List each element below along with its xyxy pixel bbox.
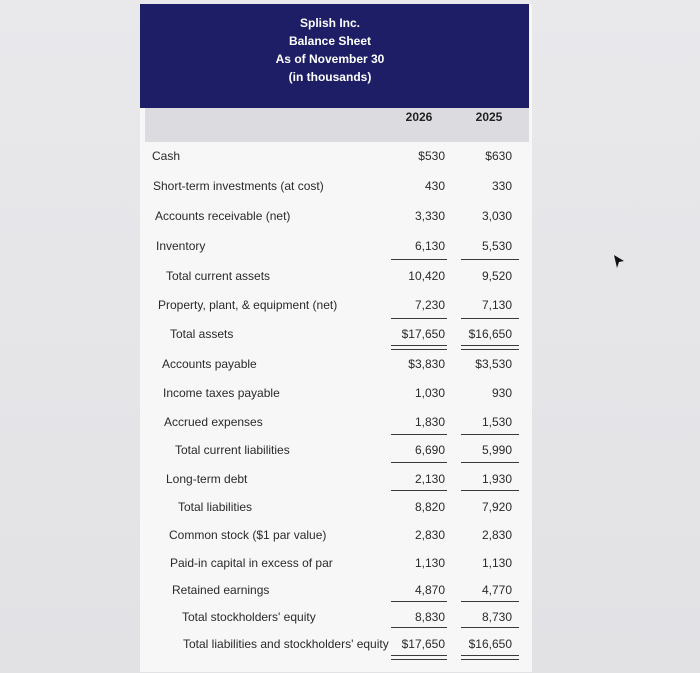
value-2025: $630 — [485, 149, 512, 163]
title-block — [140, 4, 529, 108]
double-underline — [391, 655, 447, 660]
value-2026: 10,420 — [408, 269, 445, 283]
value-2026: 430 — [424, 179, 445, 193]
value-2025: 5,530 — [481, 239, 512, 253]
row-label: Total current assets — [166, 269, 271, 283]
total-underline — [391, 318, 447, 319]
value-2025: $16,650 — [468, 637, 512, 651]
total-underline — [461, 627, 519, 628]
value-2025: 2,830 — [481, 528, 512, 542]
row-label: Accounts receivable (net) — [155, 209, 291, 223]
value-2026: 1,130 — [414, 556, 445, 570]
value-2025: 930 — [491, 386, 512, 400]
value-2026: 8,830 — [414, 610, 445, 624]
value-2025: 3,030 — [481, 209, 512, 223]
value-2026: 2,830 — [414, 528, 445, 542]
row-label: Common stock ($1 par value) — [169, 528, 327, 542]
row-label: Total current liabilities — [175, 443, 290, 457]
double-underline — [461, 345, 519, 350]
value-2026: 3,330 — [414, 209, 445, 223]
total-underline — [391, 627, 447, 628]
statement-date: As of November 30 — [275, 52, 385, 66]
row-label: Total liabilities and stockholders' equity — [183, 637, 389, 651]
total-underline — [391, 490, 447, 491]
total-underline — [461, 259, 519, 260]
company-name: Splish Inc. — [299, 16, 360, 30]
row-label: Short-term investments (at cost) — [153, 179, 324, 193]
value-2025: 4,770 — [481, 583, 512, 597]
value-2026: 6,130 — [414, 239, 445, 253]
statement-units: (in thousands) — [288, 70, 372, 84]
value-2026: 6,690 — [414, 443, 445, 457]
value-2025: 1,530 — [481, 415, 512, 429]
row-label: Retained earnings — [172, 583, 270, 597]
value-2026: $530 — [418, 149, 445, 163]
row-label: Inventory — [156, 239, 206, 253]
statement-name: Balance Sheet — [288, 34, 372, 48]
value-2025: $3,530 — [475, 357, 512, 371]
total-underline — [461, 434, 519, 435]
total-underline — [391, 462, 447, 463]
total-underline — [391, 259, 447, 260]
value-2025: 9,520 — [481, 269, 512, 283]
row-label: Income taxes payable — [163, 386, 280, 400]
row-label: Property, plant, & equipment (net) — [158, 298, 338, 312]
value-2025: $16,650 — [468, 327, 512, 341]
row-label: Total assets — [170, 327, 234, 341]
value-2026: 1,830 — [414, 415, 445, 429]
column-header-2025: 2025 — [475, 110, 503, 124]
value-2026: 1,030 — [414, 386, 445, 400]
row-label: Accounts payable — [162, 357, 257, 371]
value-2025: 7,130 — [481, 298, 512, 312]
value-2025: 1,930 — [481, 472, 512, 486]
row-label: Total liabilities — [178, 500, 253, 514]
value-2026: 2,130 — [414, 472, 445, 486]
value-2025: 8,730 — [481, 610, 512, 624]
value-2026: 7,230 — [414, 298, 445, 312]
column-header-2026: 2026 — [405, 110, 433, 124]
total-underline — [461, 490, 519, 491]
double-underline — [391, 345, 447, 350]
row-label: Total stockholders' equity — [182, 610, 316, 624]
value-2026: $17,650 — [401, 637, 445, 651]
total-underline — [391, 601, 447, 602]
value-2025: 1,130 — [481, 556, 512, 570]
value-2026: 8,820 — [414, 500, 445, 514]
row-label: Long-term debt — [166, 472, 248, 486]
value-2025: 330 — [491, 179, 512, 193]
value-2025: 7,920 — [481, 500, 512, 514]
value-2026: $17,650 — [401, 327, 445, 341]
total-underline — [461, 318, 519, 319]
row-label: Accrued expenses — [164, 415, 263, 429]
row-label: Cash — [152, 149, 181, 163]
mouse-cursor-icon — [613, 254, 625, 270]
value-2026: $3,830 — [408, 357, 445, 371]
double-underline — [461, 655, 519, 660]
total-underline — [391, 434, 447, 435]
total-underline — [461, 462, 519, 463]
value-2025: 5,990 — [481, 443, 512, 457]
total-underline — [461, 601, 519, 602]
value-2026: 4,870 — [414, 583, 445, 597]
row-label: Paid-in capital in excess of par — [170, 556, 333, 570]
